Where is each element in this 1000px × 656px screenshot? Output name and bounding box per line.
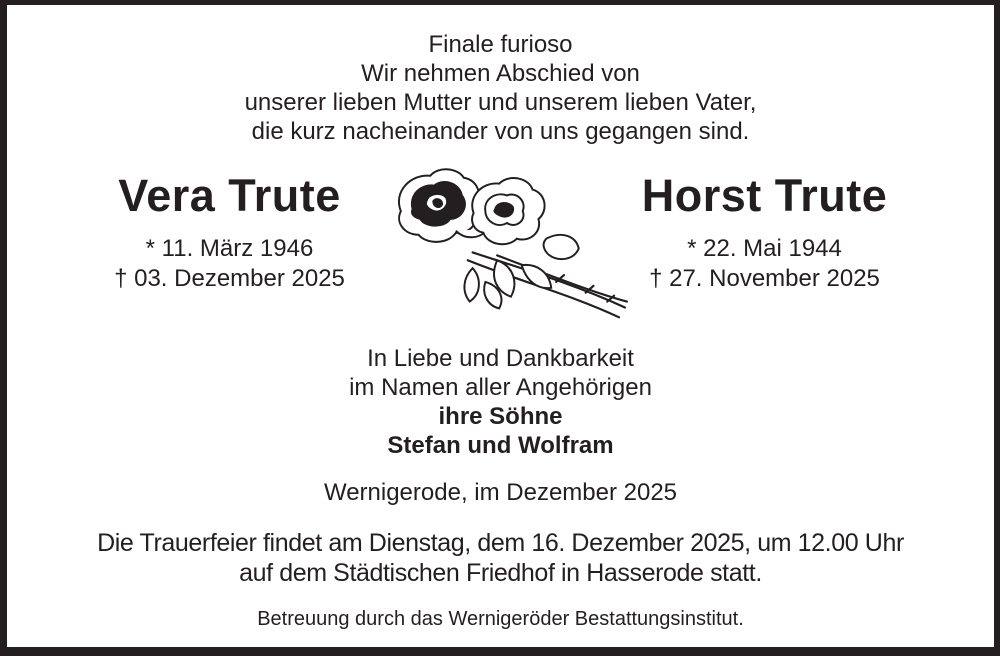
funeral-home-line: Betreuung durch das Wernigeröder Bestattungsinstitut. <box>257 608 744 630</box>
condolence-line-3: ihre Söhne <box>438 403 563 430</box>
intro-line-3: die kurz nacheinander von uns gegangen sind. <box>251 118 750 145</box>
condolence-block <box>7 344 994 460</box>
deceased-left-born: * 11. März 1946 <box>145 235 314 262</box>
deceased-right-dates <box>577 234 952 294</box>
place-date-line: Wernigerode, im Dezember 2025 <box>323 479 678 506</box>
header-block <box>7 30 994 146</box>
deceased-right <box>577 172 952 294</box>
intro-line-1: Wir nehmen Abschied von <box>361 60 640 87</box>
funeral-info-block <box>7 528 994 588</box>
funeral-line-1: Die Trauerfeier findet am Dienstag, dem 16. Dezember 2025, um 12.00 Uhr <box>97 529 904 557</box>
notice-content <box>7 30 994 656</box>
deceased-right-name: Horst Trute <box>641 170 888 221</box>
intro-line-2: unserer lieben Mutter und unserem lieben Vater, <box>244 89 757 116</box>
motto-line: Finale furioso <box>428 31 573 58</box>
names-row <box>7 166 994 334</box>
deceased-left-died: † 03. Dezember 2025 <box>114 265 345 292</box>
deceased-left <box>42 172 417 294</box>
condolence-line-1: In Liebe und Dankbarkeit <box>367 345 634 372</box>
condolence-line-2: im Namen aller Angehörigen <box>349 374 652 401</box>
deceased-right-died: † 27. November 2025 <box>649 265 880 292</box>
condolence-line-4: Stefan und Wolfram <box>387 432 614 459</box>
funeral-line-2: auf dem Städtischen Friedhof in Hasserode statt. <box>239 559 762 587</box>
deceased-left-name: Vera Trute <box>118 170 341 221</box>
deceased-right-born: * 22. Mai 1944 <box>687 235 842 262</box>
deceased-left-dates <box>42 234 417 294</box>
